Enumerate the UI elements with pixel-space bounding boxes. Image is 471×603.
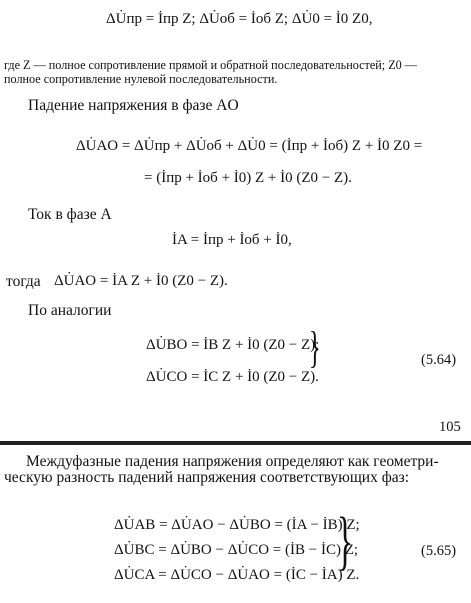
then-word: тогда bbox=[6, 273, 41, 290]
definitions-line-1: где Z — полное сопротивление прямой и обратной последовательностей; Z0 — bbox=[4, 58, 417, 72]
equation-drop-ao-line-1: ΔU̇AO = ΔU̇пр + ΔU̇об + ΔU̇0 = (İпр + İоб) Z + İ0 Z0 = bbox=[76, 138, 423, 154]
page-number: 105 bbox=[439, 419, 461, 435]
right-brace-565: } bbox=[337, 504, 353, 577]
equation-drop-ao-line-2: = (İпр + İоб + İ0) Z + İ0 (Z0 − Z). bbox=[144, 170, 352, 186]
equation-drop-bo: ΔU̇BO = İB Z + İ0 (Z0 − Z); bbox=[146, 337, 320, 353]
heading-voltage-drop-ao: Падение напряжения в фазе AO bbox=[28, 97, 239, 114]
equation-drop-ao-final: ΔU̇AO = İA Z + İ0 (Z0 − Z). bbox=[54, 273, 228, 289]
equation-drop-co: ΔU̇CO = İC Z + İ0 (Z0 − Z). bbox=[146, 369, 319, 385]
interphase-text-line-1: Междуфазные падения напряжения определяют как геометри- bbox=[26, 453, 439, 470]
equation-drop-ca: ΔU̇CA = ΔU̇CO − ΔU̇AO = (İC − İA) Z. bbox=[114, 567, 360, 583]
equation-number-5-65: (5.65) bbox=[421, 543, 457, 559]
equation-current-a: İA = İпр + İоб + İ0, bbox=[172, 232, 292, 248]
right-brace: } bbox=[309, 323, 321, 372]
definitions-line-2: полное сопротивление нулевой последовательности. bbox=[4, 72, 278, 86]
heading-by-analogy: По аналогии bbox=[28, 302, 112, 319]
equation-drop-bc: ΔU̇BC = ΔU̇BO − ΔU̇CO = (İB − İC) Z; bbox=[114, 542, 359, 558]
equation-drop-ab: ΔU̇AB = ΔU̇AO − ΔU̇BO = (İA − İB) Z; bbox=[114, 517, 360, 533]
page-separator-rule bbox=[0, 441, 471, 445]
equation-sequence-drops bbox=[106, 11, 372, 28]
equation-text: ΔU̇пр = İпр Z; ΔU̇об = İоб Z; ΔU̇0 = İ0 Z0, bbox=[106, 11, 373, 27]
heading-current-a: Ток в фазе A bbox=[28, 206, 112, 223]
interphase-text-line-2: ческую разность падений напряжения соответствующих фаз: bbox=[4, 469, 410, 486]
equation-number-5-64: (5.64) bbox=[421, 352, 457, 368]
